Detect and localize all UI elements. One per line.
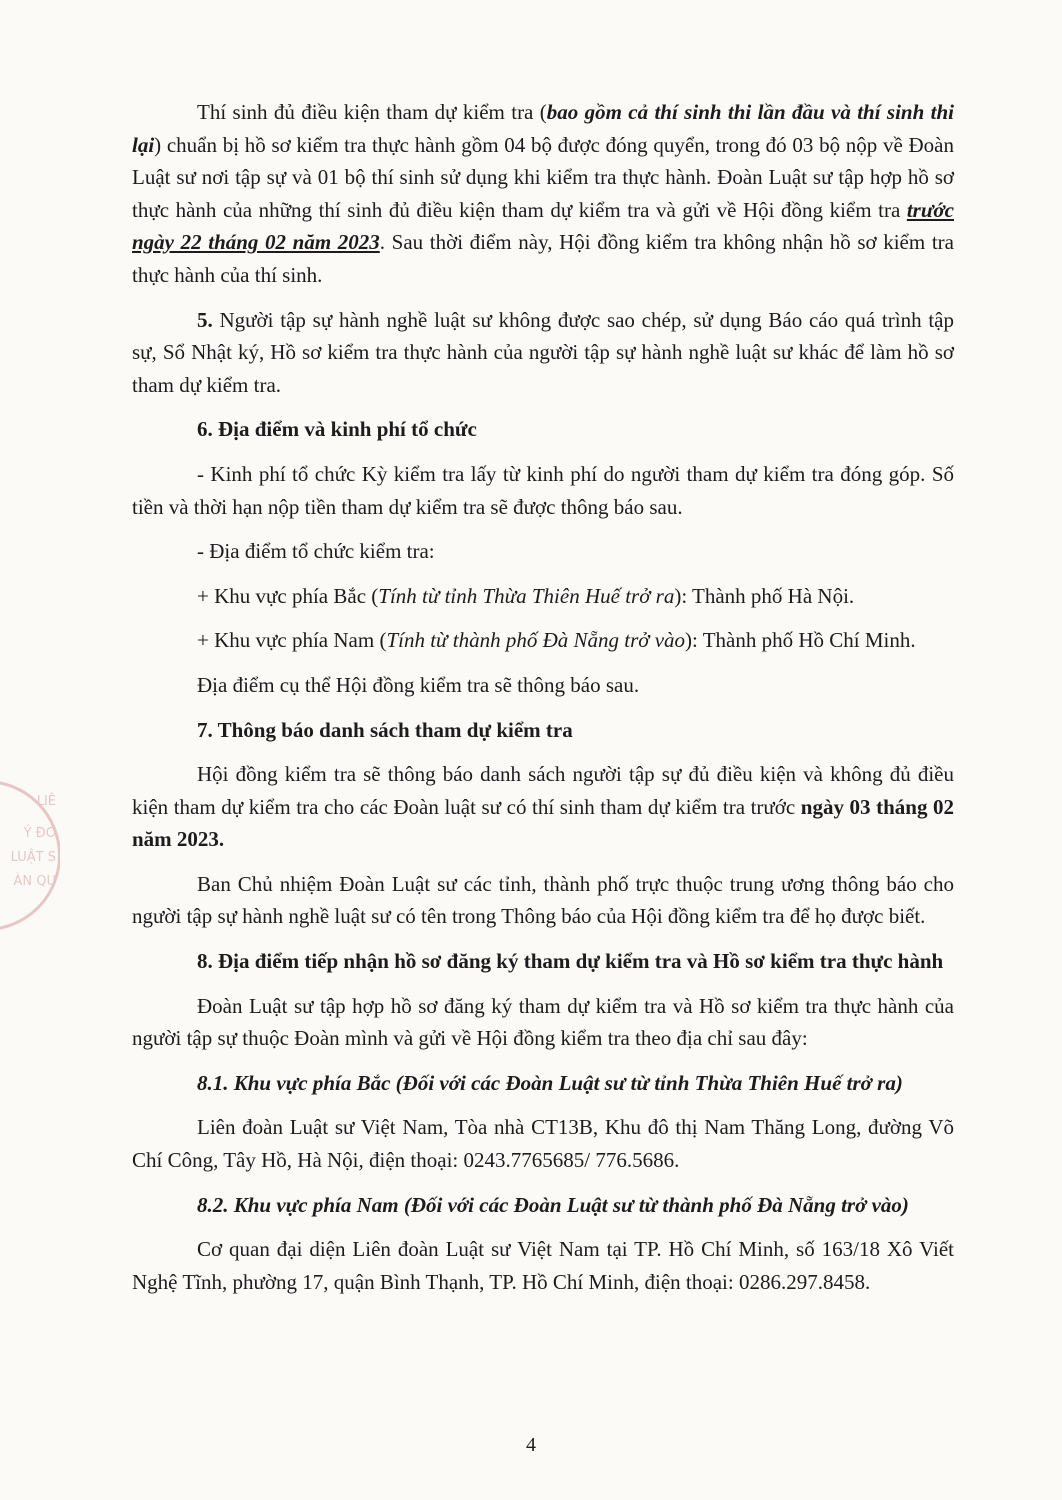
paragraph-north-region: + Khu vực phía Bắc (Tính từ tỉnh Thừa Thiên Huế trở ra): Thành phố Hà Nội.	[197, 583, 855, 608]
paragraph-board-notice: Ban Chủ nhiệm Đoàn Luật sư các tỉnh, thành phố trực thuộc trung ương thông báo cho người tập sự hành nghề luật sư có tên trong Thông báo của Hội đồng kiểm tra để họ được biết.	[132, 871, 954, 929]
heading-7: 7. Thông báo danh sách tham dự kiểm tra	[197, 717, 573, 742]
heading-8-2: 8.2. Khu vực phía Nam (Đối với các Đoàn Luật sư từ thành phố Đà Nẵng trở vào)	[197, 1192, 909, 1217]
paragraph-collect: Đoàn Luật sư tập hợp hồ sơ đăng ký tham dự kiểm tra và Hồ sơ kiểm tra thực hành của người tập sự thuộc Đoàn mình và gửi về Hội đồng kiểm tra theo địa chỉ sau đây:	[132, 993, 954, 1051]
heading-6: 6. Địa điểm và kinh phí tổ chức	[197, 417, 477, 442]
paragraph-list-notice: Hội đồng kiểm tra sẽ thông báo danh sách người tập sự đủ điều kiện và không đủ điều kiện tham dự kiểm tra cho các Đoàn luật sư có thí sinh tham dự kiểm tra trước ngày 03 tháng 02 năm 2023.	[132, 762, 955, 852]
paragraph-funding: - Kinh phí tổ chức Kỳ kiểm tra lấy từ kinh phí do người tham dự kiểm tra đóng góp. Số tiền và thời hạn nộp tiền tham dự kiểm tra sẽ được thông báo sau.	[132, 461, 954, 519]
red-stamp-fragment: LIÊ Ý ĐO LUẬT S ÀN QU	[0, 780, 60, 930]
heading-8: 8. Địa điểm tiếp nhận hồ sơ đăng ký tham dự kiểm tra và Hồ sơ kiểm tra thực hành	[197, 949, 944, 974]
page-number: 4	[526, 1434, 536, 1456]
document-body	[132, 96, 954, 1310]
paragraph-5: 5. Người tập sự hành nghề luật sư không được sao chép, sử dụng Báo cáo quá trình tập sự, Sổ Nhật ký, Hồ sơ kiểm tra thực hành của người tập sự hành nghề luật sư khác để làm hồ sơ tham dự kiểm tra.	[132, 307, 954, 397]
paragraph-submission: Thí sinh đủ điều kiện tham dự kiểm tra (bao gồm cả thí sinh thi lần đầu và thí sinh thi lại) chuẩn bị hồ sơ kiểm tra thực hành gồm 04 bộ được đóng quyển, trong đó 03 bộ nộp về Đoàn Luật sư nơi tập sự và 01 bộ thí sinh sử dụng khi kiểm tra thực hành. Đoàn Luật sư tập hợp hồ sơ thực hành của những thí sinh đủ điều kiện tham dự kiểm tra và gửi về Hội đồng kiểm tra trước ngày 22 tháng 02 năm 2023. Sau thời điểm này, Hội đồng kiểm tra không nhận hồ sơ kiểm tra thực hành của thí sinh.	[132, 100, 954, 287]
paragraph-location-note: Địa điểm cụ thể Hội đồng kiểm tra sẽ thông báo sau.	[197, 672, 640, 697]
paragraph-north-address: Liên đoàn Luật sư Việt Nam, Tòa nhà CT13B, Khu đô thị Nam Thăng Long, đường Võ Chí Công, Tây Hồ, Hà Nội, điện thoại: 0243.7765685/ 776.5686.	[132, 1115, 954, 1173]
heading-8-1: 8.1. Khu vực phía Bắc (Đối với các Đoàn Luật sư từ tỉnh Thừa Thiên Huế trở ra)	[197, 1070, 903, 1095]
paragraph-location-intro: - Địa điểm tổ chức kiểm tra:	[197, 539, 435, 564]
paragraph-south-address: Cơ quan đại diện Liên đoàn Luật sư Việt Nam tại TP. Hồ Chí Minh, số 163/18 Xô Viết Nghệ Tĩnh, phường 17, quận Bình Thạnh, TP. Hồ Chí Minh, điện thoại: 0286.297.8458.	[132, 1237, 954, 1294]
paragraph-south-region: + Khu vực phía Nam (Tính từ thành phố Đà Nẵng trở vào): Thành phố Hồ Chí Minh.	[197, 628, 916, 653]
